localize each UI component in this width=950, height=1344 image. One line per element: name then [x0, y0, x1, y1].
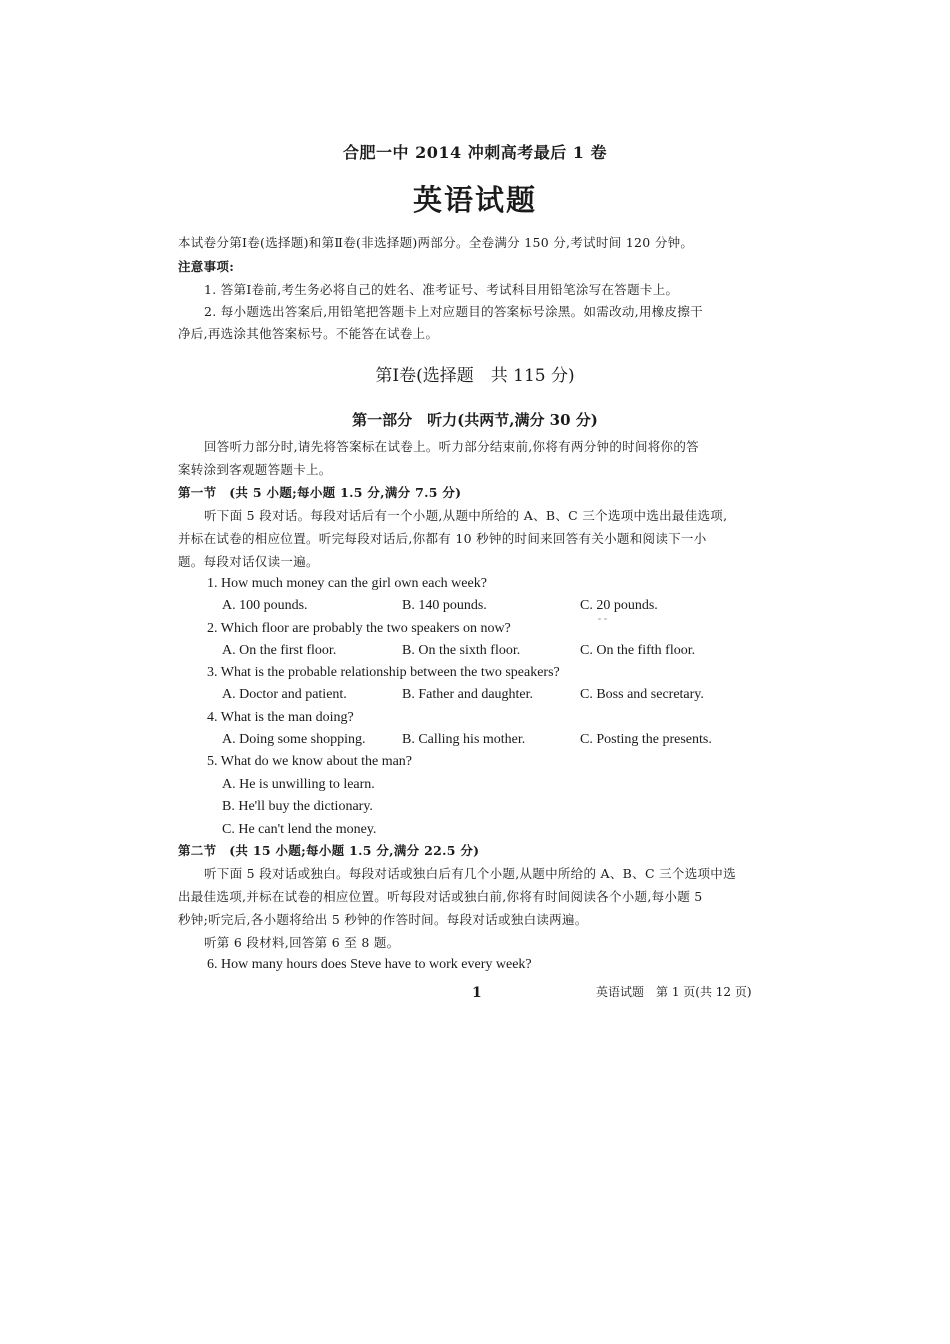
option-5c: C. He can't lend the money.: [222, 822, 377, 837]
page-number: 1: [472, 985, 482, 1001]
option-4a: A. Doing some shopping.: [222, 732, 366, 747]
note-2-line-2: 净后,再选涂其他答案标号。不能答在试卷上。: [178, 326, 439, 341]
option-5a: A. He is unwilling to learn.: [222, 777, 375, 792]
section-2-heading: 第二节 (共 15 小题;每小题 1.5 分,满分 22.5 分): [178, 843, 480, 858]
option-2b: B. On the sixth floor.: [402, 643, 521, 658]
option-2c: C. On the fifth floor.: [580, 643, 696, 658]
question-3: 3. What is the probable relationship between the two speakers?: [207, 665, 560, 680]
part-1-title: 第一部分 听力(共两节,满分 30 分): [352, 411, 598, 429]
section-1-instruction-line-3: 题。每段对话仅读一遍。: [178, 554, 319, 569]
subject-title: 英语试题: [412, 183, 537, 217]
section-1-instruction-line-1: 听下面 5 段对话。每段对话后有一个小题,从题中所给的 A、B、C 三个选项中选出最佳选项,: [204, 508, 728, 523]
scan-speck: [604, 618, 607, 620]
question-2: 2. Which floor are probably the two speakers on now?: [207, 621, 511, 636]
page-info: 英语试题 第 1 页(共 12 页): [596, 985, 752, 999]
scan-speck: [598, 618, 601, 620]
note-1: 1. 答第Ⅰ卷前,考生务必将自己的姓名、准考证号、考试科目用铅笔涂写在答题卡上。: [204, 282, 679, 297]
section-2-instruction-line-1: 听下面 5 段对话或独白。每段对话或独白后有几个小题,从题中所给的 A、B、C 三个选项中选: [204, 866, 736, 881]
section-1-instruction-line-2: 并标在试卷的相应位置。听完每段对话后,你都有 10 秒钟的时间来回答有关小题和阅读下一小: [178, 531, 707, 546]
option-4b: B. Calling his mother.: [402, 732, 526, 747]
option-1a: A. 100 pounds.: [222, 598, 308, 613]
option-4c: C. Posting the presents.: [580, 732, 712, 747]
question-1: 1. How much money can the girl own each week?: [207, 576, 487, 591]
school-exam-title: 合肥一中 2014 冲刺高考最后 1 卷: [343, 143, 607, 162]
section-1-heading: 第一节 (共 5 小题;每小题 1.5 分,满分 7.5 分): [178, 485, 462, 500]
option-3c: C. Boss and secretary.: [580, 687, 704, 702]
option-1c: C. 20 pounds.: [580, 598, 658, 613]
option-3b: B. Father and daughter.: [402, 687, 534, 702]
option-1b: B. 140 pounds.: [402, 598, 487, 613]
volume-title: 第Ⅰ卷(选择题 共 115 分): [375, 366, 575, 386]
notes-heading: 注意事项:: [178, 259, 235, 274]
section-2-instruction-line-2: 出最佳选项,并标在试卷的相应位置。听每段对话或独白前,你将有时间阅读各个小题,每小题 5: [178, 889, 703, 904]
option-5b: B. He'll buy the dictionary.: [222, 799, 373, 814]
question-6: 6. How many hours does Steve have to work every week?: [207, 957, 532, 972]
part-1-instruction-line-1: 回答听力部分时,请先将答案标在试卷上。听力部分结束前,你将有两分钟的时间将你的答: [204, 439, 699, 454]
option-3a: A. Doctor and patient.: [222, 687, 347, 702]
question-4: 4. What is the man doing?: [207, 710, 354, 725]
section-2-instruction-line-3: 秒钟;听完后,各小题将给出 5 秒钟的作答时间。每段对话或独白读两遍。: [178, 912, 588, 927]
note-2-line-1: 2. 每小题选出答案后,用铅笔把答题卡上对应题目的答案标号涂黑。如需改动,用橡皮擦干: [204, 304, 703, 319]
exam-intro-line: 本试卷分第Ⅰ卷(选择题)和第Ⅱ卷(非选择题)两部分。全卷满分 150 分,考试时间 120 分钟。: [178, 235, 694, 250]
option-2a: A. On the first floor.: [222, 643, 337, 658]
part-1-instruction-line-2: 案转涂到客观题答题卡上。: [178, 462, 332, 477]
question-5: 5. What do we know about the man?: [207, 754, 413, 769]
material-instruction: 听第 6 段材料,回答第 6 至 8 题。: [204, 935, 400, 950]
